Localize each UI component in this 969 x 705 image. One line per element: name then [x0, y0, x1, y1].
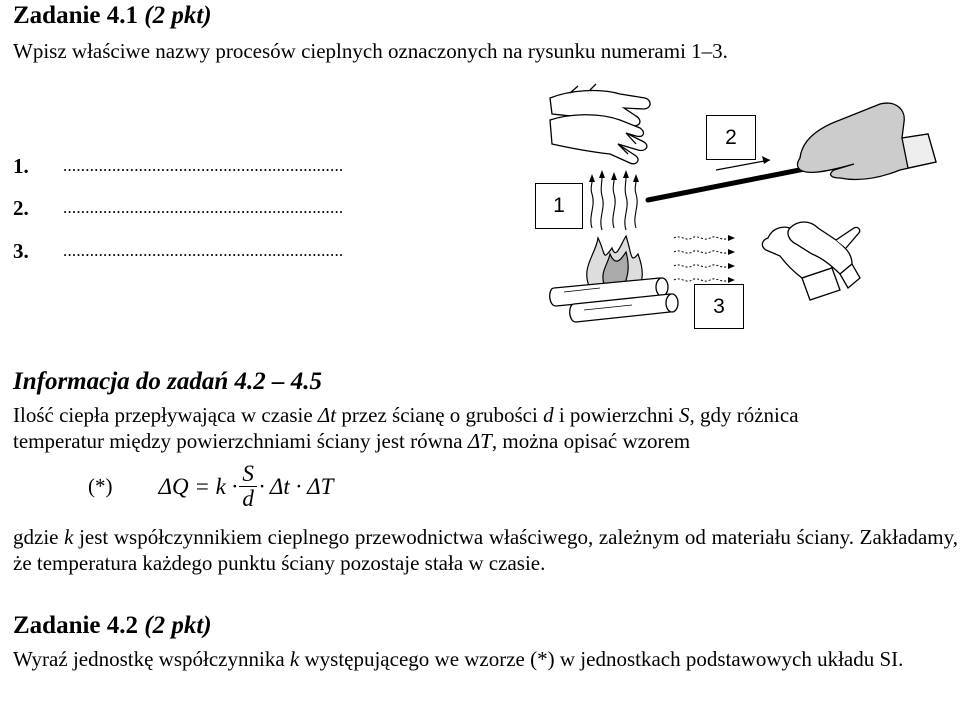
figure-label-2: 2: [706, 115, 756, 160]
formula-rhs: · Δt · ΔT: [258, 473, 334, 499]
formula-denominator: d: [242, 486, 254, 511]
task-4-2-heading: [13, 612, 212, 640]
figure-label-3: 3: [694, 284, 744, 329]
answer-dots-3: ...............................................................: [63, 241, 344, 260]
info-heading: Informacja do zadań 4.2 – 4.5: [13, 368, 323, 395]
task-4-2-title: Zadanie 4.2: [13, 612, 139, 639]
answer-label-3: 3.: [13, 239, 29, 263]
convection-arrows-icon: [591, 178, 637, 230]
task-4-1-heading: [13, 2, 212, 30]
formula-numerator: S: [239, 462, 257, 487]
radiation-arrows-icon: [674, 237, 728, 281]
figure-label-1: 1: [535, 183, 583, 229]
answer-label-1: 1.: [13, 154, 29, 178]
formula: [88, 462, 333, 511]
answer-dots-1: ...............................................................: [63, 156, 344, 175]
formula-fraction: [239, 462, 257, 511]
task-4-2-points: (2 pkt): [144, 612, 212, 639]
task-4-1-prompt: Wpisz właściwe nazwy procesów cieplnych oznaczonych na rysunku numerami 1–3.: [13, 39, 728, 63]
task-4-1-title: Zadanie 4.1: [13, 2, 139, 29]
logs-icon: [550, 278, 678, 322]
info-paragraph-1: Ilość ciepła przepływająca w czasie Δt przez ścianę o grubości d i powierzchni S, gdy różnica temperatur między powierzchniami ściany jest równa ΔT, można opisać wzorem: [13, 403, 799, 453]
answer-line-3[interactable]: [13, 239, 344, 264]
answer-dots-2: ...............................................................: [63, 198, 344, 217]
info-paragraph-2: gdzie k jest współczynnikiem cieplnego przewodnictwa właściwego, zależnym od materiału ściany. Zakładamy, że temperatura każdego punktu ściany pozostaje stała w czasie.: [13, 525, 959, 575]
answer-line-1[interactable]: [13, 154, 344, 179]
task-4-2-prompt: Wyraź jednostkę współczynnika k występującego we wzorze (*) w jednostkach podstawowych układu SI.: [13, 647, 904, 671]
answer-line-2[interactable]: [13, 196, 344, 221]
glove-icon: [798, 103, 936, 179]
answer-label-2: 2.: [13, 196, 29, 220]
hand-top-icon: [550, 84, 650, 164]
formula-marker: (*): [88, 474, 113, 498]
task-4-1-points: (2 pkt): [144, 2, 212, 29]
warming-hands-icon: [762, 222, 860, 300]
formula-lhs: ΔQ = k ·: [158, 473, 238, 499]
